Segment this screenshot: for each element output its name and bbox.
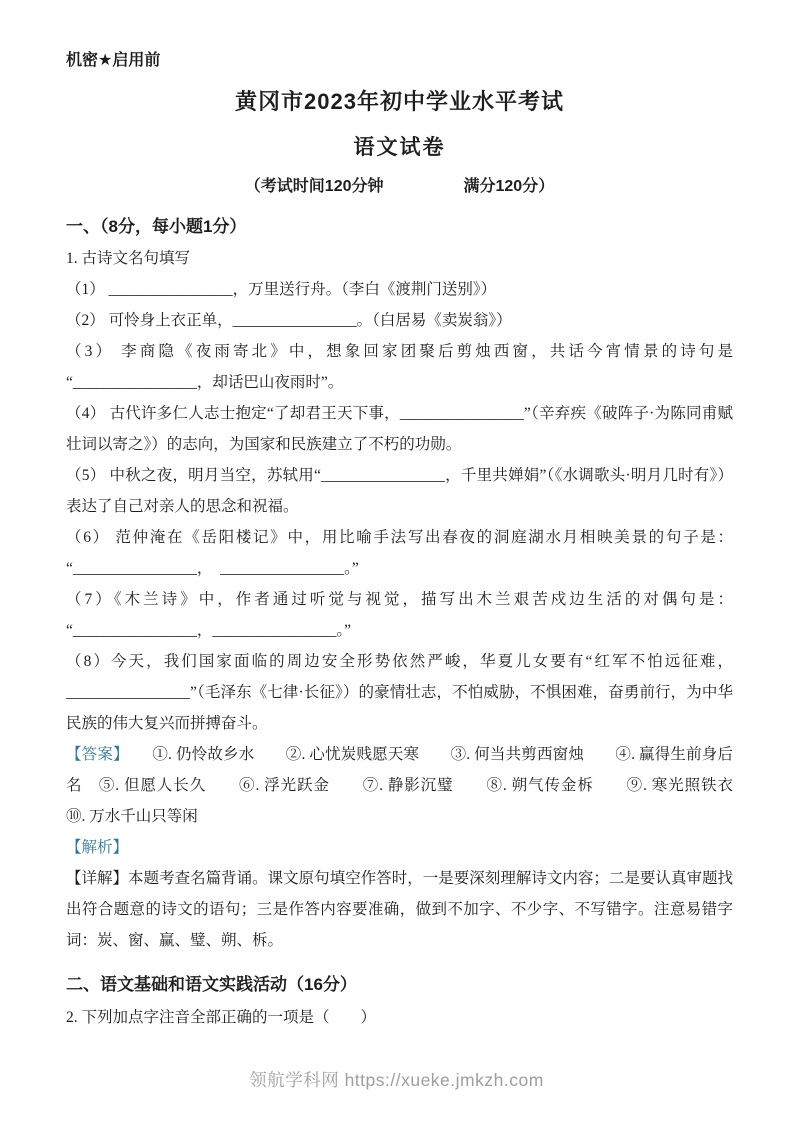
analysis-block [66,832,733,863]
section-1-heading: 一、（8分，每小题1分） [66,217,247,237]
question-1-item-8: （8）今天，我们国家面临的周边安全形势依然严峻，华夏儿女要有“红军不怕远征难，________________”（毛泽东《七律·长征》）的豪情壮志，不怕威胁，不惧困难，奋勇前行，为中华民族的伟大复兴而拼搏奋斗。 [66,653,733,733]
answer-block [66,739,765,832]
question-1-item-2: （2） 可怜身上衣正单，________________。（白居易《卖炭翁》） [66,312,512,330]
detail-label: 【详解】 [66,870,129,888]
question-1-item-5: （5） 中秋之夜，明月当空，苏轼用“________________，千里共婵娟”（《水调歌头·明月几时有》）表达了自己对亲人的思念和祝福。 [66,467,733,516]
question-1-item-4: （4） 古代许多仁人志士抱定“了却君王天下事，________________”（辛弃疾《破阵子·为陈同甫赋壮词以寄之》）的志向，为国家和民族建立了不朽的功勋。 [66,405,733,454]
question-1-item-7: （7）《木兰诗》中，作者通过听觉与视觉，描写出木兰艰苦戍边生活的对偶句是：“________________，________________。” [66,591,733,640]
question-1-item-1: （1） ________________，万里送行舟。（李白《渡荆门送别》） [66,281,497,299]
question-1-item-6: （6） 范仲淹在《岳阳楼记》中，用比喻手法写出春夜的洞庭湖水月相映美景的句子是：“________________， ________________。” [66,529,733,578]
answer-text: ①. 仍怜故乡水 ②. 心忧炭贱愿天寒 ③. 何当共剪西窗烛 ④. 赢得生前身后名 ⑤. 但愿人长久 ⑥. 浮光跃金 ⑦. 静影沉璧 ⑧. 朔气传金柝 ⑨. 寒光照铁衣 ⑩. 万水千山只等闲 [66,746,765,826]
paper-subject-title: 语文试卷 [353,135,446,159]
exam-title: 黄冈市2023年初中学业水平考试 [235,89,564,114]
detail-block [66,863,733,956]
question-1-intro: 1. 古诗文名句填写 [66,250,191,268]
classification-label: 机密★启用前 [66,52,161,69]
detail-text: 本题考查名篇背诵。课文原句填空作答时，一是要深刻理解诗文内容；二是要认真审题找出符合题意的诗文的语句；三是作答内容要准确，做到不加字、不少字、不写错字。注意易错字词：炭、窗、赢、璧、朔、柝。 [66,870,733,950]
exam-time-score-info: （考试时间120分钟 满分120分） [244,177,555,195]
question-2-text: 2. 下列加点字注音全部正确的一项是（ ） [66,1008,377,1026]
analysis-label: 【解析】 [66,839,129,857]
section-2-heading: 二、语文基础和语文实践活动（16分） [66,975,357,995]
watermark: 领航学科网 https://xueke.jmkzh.com [249,1070,544,1090]
answer-label: 【答案】 [66,746,121,764]
question-1-item-3: （3） 李商隐《夜雨寄北》中，想象回家团聚后剪烛西窗，共话今宵情景的诗句是“________________，却话巴山夜雨时”。 [66,343,733,392]
